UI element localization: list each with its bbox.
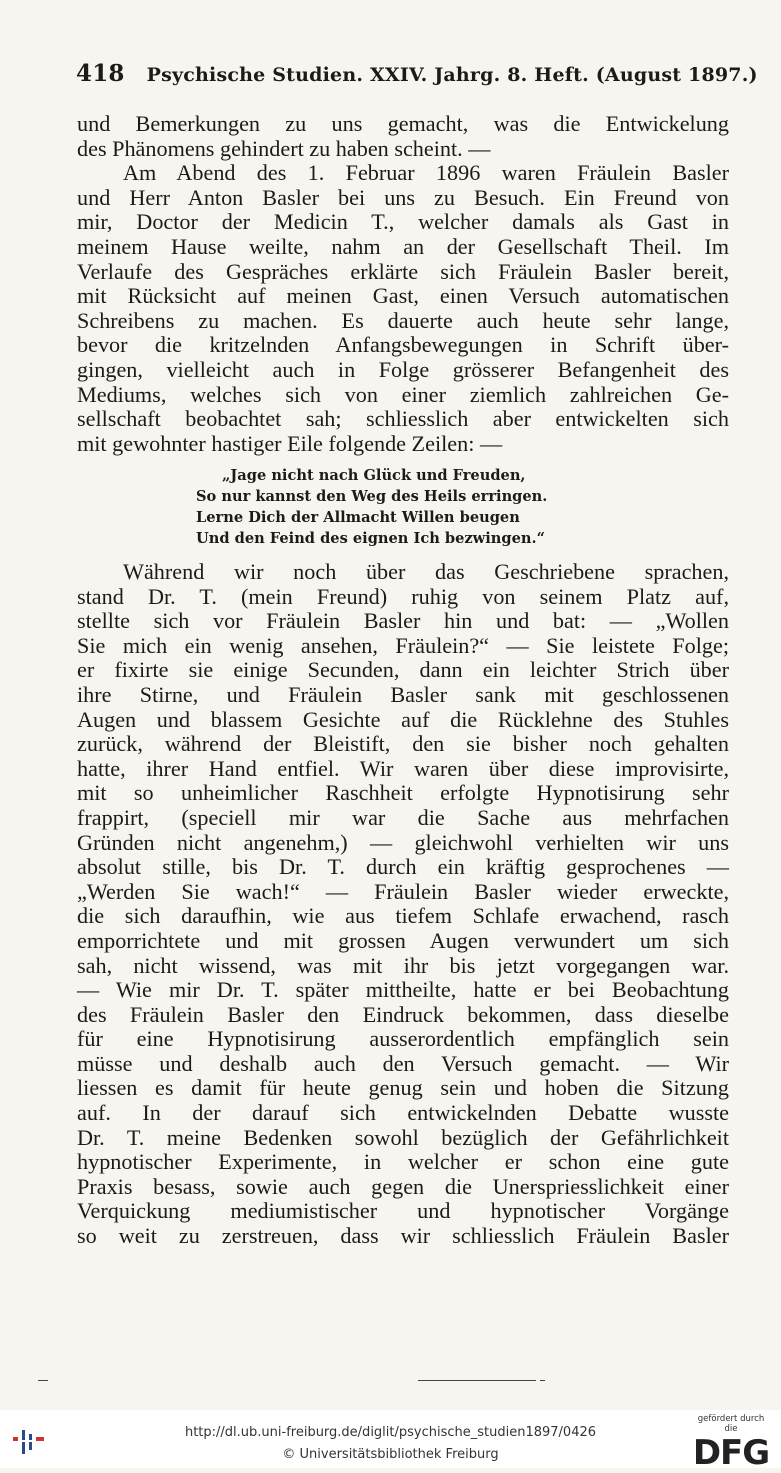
text-line: Verquickung mediumistischer und hypnotischer Vorgänge: [77, 1198, 729, 1224]
dfg-wordmark: DFG: [692, 1433, 770, 1473]
text-line: sellschaft beobachtet sah; schliesslich aber entwickelten sich: [77, 406, 729, 432]
dfg-caption: gefördert durch die: [697, 1414, 765, 1434]
text-line: Praxis besass, sowie auch gegen die Unerspriesslichkeit einer: [77, 1173, 729, 1199]
poem-line: So nur kannst den Weg des Heils erringen.: [196, 488, 548, 505]
text-line: hatte, ihrer Hand entfiel. Wir waren über diese improvisirte,: [77, 755, 729, 781]
text-line: meinem Hause weilte, nahm an der Gesellschaft Theil. Im: [77, 233, 729, 259]
paragraph-block-2: [77, 560, 729, 1249]
text-line: frappirt, (speciell mir war die Sache aus mehrfachen: [77, 804, 729, 830]
text-line: liessen es damit für heute genug sein und hoben die Sitzung: [77, 1075, 729, 1101]
running-title: Psychische Studien. XXIV. Jahrg. 8. Heft. (August 1897.): [146, 64, 758, 86]
poem-line: Lerne Dich der Allmacht Willen beugen: [196, 509, 520, 526]
text-line: Schreibens zu machen. Es dauerte auch heute sehr lange,: [77, 307, 729, 333]
paragraph-block-1: [77, 112, 729, 456]
text-line: sah, nicht wissend, was mit ihr bis jetzt vorgegangen war.: [77, 952, 729, 978]
text-line: gingen, vielleicht auch in Folge grösserer Befangenheit des: [77, 356, 729, 382]
text-line: stellte sich vor Fräulein Basler hin und bat: — „Wollen: [77, 608, 729, 634]
page-number: 418: [76, 60, 125, 87]
text-line: für eine Hypnotisirung ausserordentlich empfänglich sein: [77, 1026, 729, 1052]
poem-line: Und den Feind des eignen Ich bezwingen.“: [196, 530, 545, 547]
poem-line: „Jage nicht nach Glück und Freuden,: [222, 467, 526, 484]
text-line: Gründen nicht angenehm,) — gleichwohl verhielten wir uns: [77, 829, 729, 855]
text-line: Sie mich ein wenig ansehen, Fräulein?“ — Sie leistete Folge;: [77, 632, 729, 658]
text-line: — Wie mir Dr. T. später mittheilte, hatte er bei Beobachtung: [77, 977, 729, 1003]
rule-mark: [418, 1380, 536, 1381]
text-line: absolut stille, bis Dr. T. durch ein kräftig gesprochenes —: [77, 854, 729, 880]
text-line: zurück, während der Bleistift, den sie bisher noch gehalten: [77, 731, 729, 757]
text-line: so weit zu zerstreuen, dass wir schliesslich Fräulein Basler: [77, 1223, 729, 1249]
text-line: ihre Stirne, und Fräulein Basler sank mit geschlossenen: [77, 681, 729, 707]
text-line: emporrichtete und mit grossen Augen verwundert um sich: [77, 927, 729, 953]
page-header: [76, 60, 758, 87]
text-line: des Fräulein Basler den Eindruck bekommen, dass dieselbe: [77, 1001, 729, 1027]
text-line: mit gewohnter hastiger Eile folgende Zeilen: —: [77, 430, 503, 456]
rule-mark: [38, 1380, 48, 1381]
text-line: Verlaufe des Gespräches erklärte sich Fräulein Basler bereit,: [77, 258, 729, 284]
text-line: Dr. T. meine Bedenken sowohl bezüglich der Gefährlichkeit: [77, 1124, 729, 1150]
footer-rules: [0, 1375, 781, 1385]
text-line: hypnotischer Experimente, in welcher er schon eine gute: [77, 1149, 729, 1175]
text-line: und Herr Anton Basler bei uns zu Besuch. Ein Freund von: [77, 184, 729, 210]
text-line: die sich daraufhin, wie aus tiefem Schlafe erwachend, rasch: [77, 903, 729, 929]
text-line: Augen und blassem Gesichte auf die Rücklehne des Stuhles: [77, 706, 729, 732]
text-line: Am Abend des 1. Februar 1896 waren Fräulein Basler: [123, 160, 729, 186]
copyright-notice: © Universitätsbibliothek Freiburg: [282, 1447, 499, 1462]
text-line: Mediums, welches sich von einer ziemlich zahlreichen Ge-: [77, 381, 729, 407]
text-line: mir, Doctor der Medicin T., welcher damals als Gast in: [77, 209, 729, 235]
text-line: müsse und deshalb auch den Versuch gemacht. — Wir: [77, 1050, 729, 1076]
source-url[interactable]: http://dl.ub.uni-freiburg.de/diglit/psychische_studien1897/0426: [184, 1425, 597, 1440]
text-line: er fixirte sie einige Secunden, dann ein leichter Strich über: [77, 657, 729, 683]
text-line: bevor die kritzelnden Anfangsbewegungen in Schrift über-: [77, 332, 729, 358]
text-line: stand Dr. T. (mein Freund) ruhig von seinem Platz auf,: [77, 583, 729, 609]
text-line: mit Rücksicht auf meinen Gast, einen Versuch automatischen: [77, 283, 729, 309]
viewer-footer: [0, 1410, 781, 1473]
rule-mark: [540, 1380, 545, 1381]
text-line: und Bemerkungen zu uns gemacht, was die Entwickelung: [77, 111, 729, 136]
text-line: auf. In der darauf sich entwickelnden Debatte wusste: [77, 1100, 729, 1126]
poem-block: [196, 465, 616, 549]
text-line: Während wir noch über das Geschriebene sprachen,: [123, 559, 729, 584]
text-line: des Phänomens gehindert zu haben scheint. —: [77, 135, 491, 161]
text-line: mit so unheimlicher Raschheit erfolgte Hypnotisirung sehr: [77, 780, 729, 806]
dfg-logo: [691, 1414, 771, 1473]
text-line: „Werden Sie wach!“ — Fräulein Basler wieder erweckte,: [77, 878, 729, 904]
